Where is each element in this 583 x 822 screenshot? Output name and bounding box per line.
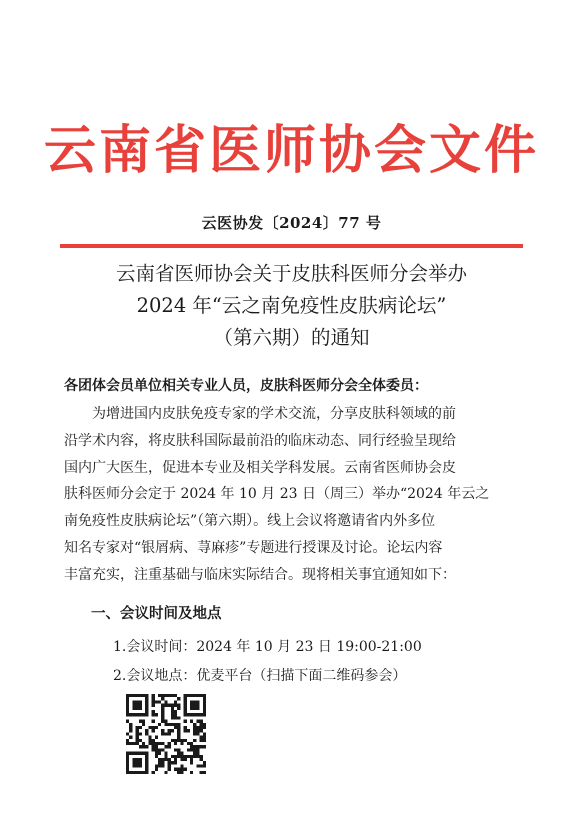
body-line: 肤科医师分会定于 2024 年 10 月 23 日（周三）举办“2024 年云之	[64, 486, 490, 503]
notice-title-line-2: 2024 年“云之南免疫性皮肤病论坛”	[136, 294, 447, 317]
qr-code-icon[interactable]	[126, 694, 206, 774]
body-line: 南免疫性皮肤病论坛”（第六期）。线上会议将邀请省内外多位	[64, 513, 436, 530]
meeting-time-item: 1.会议时间：2024 年 10 月 23 日 19:00-21:00	[113, 639, 422, 655]
body-line: 为增进国内皮肤免疫专家的学术交流，分享皮肤科领域的前	[92, 406, 456, 422]
body-line: 沿学术内容，将皮肤科国际最前沿的临床动态、同行经验呈现给	[64, 432, 456, 449]
document-number: 云医协发〔2024〕77 号	[201, 214, 382, 232]
notice-title-line-1: 云南省医师协会关于皮肤科医师分会举办	[115, 262, 467, 285]
body-line: 丰富充实，注重基础与临床实际结合。现将相关事宜通知如下：	[64, 566, 456, 583]
body-paragraph	[64, 401, 524, 589]
document-header-title: 云南省医师协会文件	[43, 120, 539, 181]
notice-title-line-3: （第六期）的通知	[213, 326, 370, 349]
body-line: 知名专家对“银屑病、荨麻疹”专题进行授课及讨论。论坛内容	[64, 539, 443, 556]
salutation: 各团体会员单位相关专业人员，皮肤科医师分会全体委员：	[64, 378, 428, 394]
body-line: 国内广大医生，促进本专业及相关学科发展。云南省医师协会皮	[64, 459, 456, 476]
section-heading-meeting-time-place: 一、会议时间及地点	[91, 605, 222, 622]
header-divider	[60, 244, 523, 248]
notice-title	[0, 258, 583, 354]
meeting-place-item: 2.会议地点：优麦平台（扫描下面二维码参会）	[113, 668, 407, 684]
